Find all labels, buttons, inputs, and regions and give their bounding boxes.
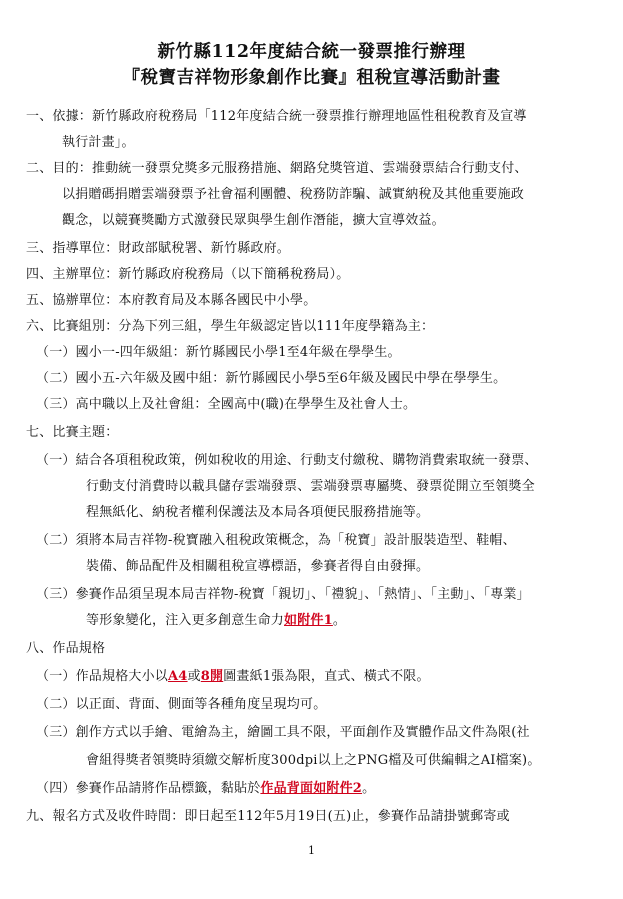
spec-1-end: 圖畫紙1張為限，直式、橫式不限。 xyxy=(223,669,430,684)
spec-4-end: 。 xyxy=(362,781,376,796)
spec-3-line-2: 會組得獎者領獎時須繳交解析度300dpi以上之PNG檔及可供編輯之AI檔案)。 xyxy=(86,753,541,768)
group-2-line: （二）國小五-六年級及國中組：新竹縣國民小學5至6年級及國民中學在學學生。 xyxy=(36,371,507,386)
organizer-line: 四、主辦單位：新竹縣政府稅務局（以下簡稱稅務局）。 xyxy=(26,267,350,282)
spec-1-or: 或 xyxy=(187,669,201,684)
attachment-1-link: 如附件1 xyxy=(284,613,333,628)
theme-3-line-1: （三）參賽作品須呈現本局吉祥物-稅寶「親切」、「禮貌」、「熱情」、「主動」、「專業」 xyxy=(36,587,530,602)
guidance-unit-line: 三、指導單位：財政部賦稅署、新竹縣政府。 xyxy=(26,241,291,256)
document-title-line-2: 『稅寶吉祥物形象創作比賽』租稅宣導活動計畫 xyxy=(122,68,501,88)
size-8k: 8開 xyxy=(200,669,224,684)
theme-3-line-2 xyxy=(86,612,346,630)
group-3-line: （三）高中職以上及社會組：全國高中(職)在學學生及社會人士。 xyxy=(36,397,417,412)
theme-1-line-3: 程無紙化、納稅者權利保護法及本局各項便民服務措施等。 xyxy=(86,505,430,520)
groups-heading-line: 六、比賽組別：分為下列三組，學生年級認定皆以111年度學籍為主： xyxy=(26,319,435,334)
theme-heading-line: 七、比賽主題： xyxy=(26,425,119,440)
spec-4-line xyxy=(36,780,375,798)
registration-line: 九、報名方式及收件時間：即日起至112年5月19日(五)止，參賽作品請掛號郵寄或 xyxy=(26,809,510,824)
purpose-line-1: 二、目的：推動統一發票兌獎多元服務措施、網路兌獎管道、雲端發票結合行動支付、 xyxy=(26,161,528,176)
theme-1-line-2: 行動支付消費時以載具儲存雲端發票、雲端發票專屬獎、發票從開立至領獎全 xyxy=(86,479,535,494)
theme-2-line-1: （二）須將本局吉祥物-稅寶融入租稅政策概念，為「稅寶」設計服裝造型、鞋帽、 xyxy=(36,533,516,548)
basis-line-2: 執行計畫」。 xyxy=(62,135,135,150)
purpose-line-2: 以捐贈碼捐贈雲端發票予社會福利團體、稅務防詐騙、誠實納稅及其他重要施政 xyxy=(62,187,525,202)
theme-1-line-1: （一）結合各項租稅政策，例如稅收的用途、行動支付繳稅、購物消費索取統一發票、 xyxy=(36,453,538,468)
spec-4-text: （四）參賽作品請將作品標籤，黏貼於 xyxy=(36,781,261,796)
document-title-line-1: 新竹縣112年度結合統一發票推行辦理 xyxy=(157,42,466,62)
theme-3-text: 等形象變化，注入更多創意生命力 xyxy=(86,613,285,628)
spec-3-line-1: （三）創作方式以手繪、電繪為主，繪圖工具不限，平面創作及實體作品文件為限(社 xyxy=(36,725,530,740)
page-number: 1 xyxy=(308,844,315,857)
group-1-line: （一）國小一-四年級組：新竹縣國民小學1至4年級在學學生。 xyxy=(36,345,401,360)
purpose-line-3: 觀念，以競賽獎勵方式激發民眾與學生創作潛能，擴大宣導效益。 xyxy=(62,213,445,228)
basis-line-1: 一、依據：新竹縣政府稅務局「112年度結合統一發票推行辦理地區性租稅教育及宣導 xyxy=(26,109,527,124)
spec-heading-line: 八、作品規格 xyxy=(26,641,106,656)
spec-1-line xyxy=(36,668,430,686)
spec-1-text: （一）作品規格大小以 xyxy=(36,669,169,684)
spec-2-line: （二）以正面、背面、側面等各種角度呈現均可。 xyxy=(36,697,327,712)
size-a4: A4 xyxy=(168,669,188,684)
attachment-2-link: 作品背面如附件2 xyxy=(260,781,363,796)
theme-2-line-2: 裝備、飾品配件及相關租稅宣導標語，參賽者得自由發揮。 xyxy=(86,559,430,574)
theme-3-end: 。 xyxy=(332,613,347,628)
co-organizer-line: 五、協辦單位：本府教育局及本縣各國民中小學。 xyxy=(26,293,317,308)
